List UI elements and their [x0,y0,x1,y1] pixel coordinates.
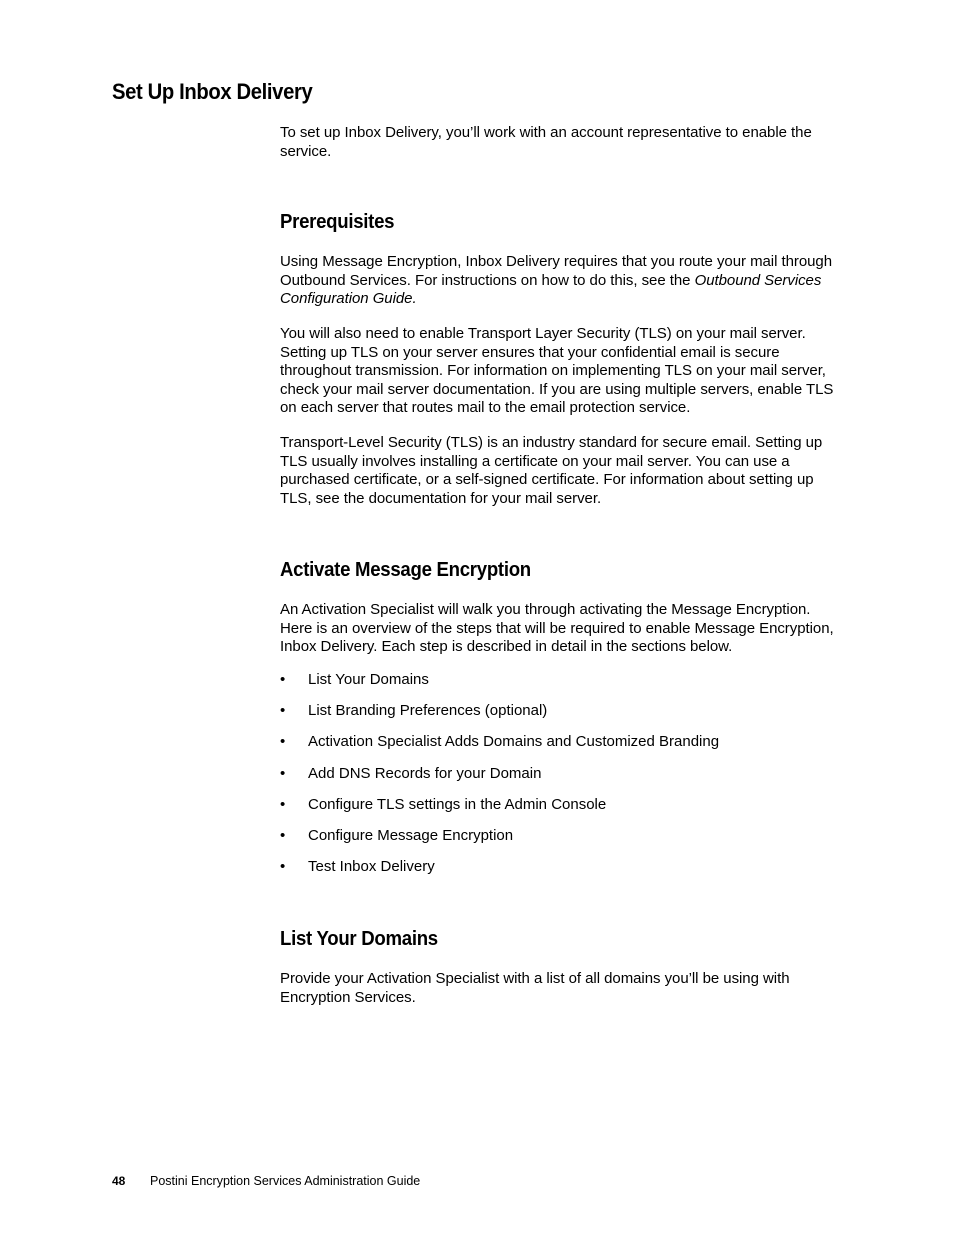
list-item-text: Configure TLS settings in the Admin Console [308,795,607,813]
page-number: 48 [112,1174,126,1188]
list-item [280,733,840,764]
list-item [280,827,840,858]
bullet-icon: • [280,858,286,876]
list-item [280,796,840,827]
intro-paragraph: To set up Inbox Delivery, you’ll work with an account representative to enable the service. [280,124,812,160]
bullet-icon: • [280,764,286,782]
prerequisites-paragraph-2: You will also need to enable Transport Layer Security (TLS) on your mail server. Setting up TLS on your server ensures that your confidential email is secure throughout transmission. For information on implementing TLS on your mail server, check your mail server documentation. If you are using multiple servers, enable TLS on each server that routes mail to the email protection service. [280,325,834,417]
prerequisites-paragraph-1-text: Using Message Encryption, Inbox Delivery requires that you route your mail through Outbound Services. For instructions on how to do this, see the [280,253,833,289]
list-item-text: List Branding Preferences (optional) [308,702,548,720]
list-domains-paragraph: Provide your Activation Specialist with a list of all domains you’ll be using with Encryption Services. [280,970,790,1006]
bullet-icon: • [280,826,286,844]
list-domains-heading: List Your Domains [280,928,438,950]
list-item-text: Configure Message Encryption [308,826,514,844]
list-item [280,858,840,889]
page-title: Set Up Inbox Delivery [112,79,313,104]
prerequisites-paragraph-3: Transport-Level Security (TLS) is an industry standard for secure email. Setting up TLS usually involves installing a certificate on your mail server. You can use a purchased certificate, or a self-signed certificate. For information about setting up TLS, see the documentation for your mail server. [280,434,823,507]
footer-doc-title: Postini Encryption Services Administration Guide [150,1174,421,1188]
list-item-text: List Your Domains [308,671,429,688]
bullet-icon: • [280,671,286,688]
list-item-text: Add DNS Records for your Domain [308,764,542,782]
prerequisites-heading: Prerequisites [280,211,395,233]
list-item-text: Activation Specialist Adds Domains and Customized Branding [308,733,720,751]
list-item [280,671,840,702]
bullet-icon: • [280,733,286,751]
bullet-icon: • [280,702,286,720]
list-item [280,702,840,733]
list-item-text: Test Inbox Delivery [308,858,435,876]
activate-paragraph: An Activation Specialist will walk you through activating the Message Encryption. Here is an overview of the steps that will be required to enable Message Encryption, Inbox Delivery. Each step is described in detail in the sections below. [280,601,834,656]
prerequisites-paragraph-1 [280,253,845,309]
bullet-icon: • [280,795,286,813]
activate-heading: Activate Message Encryption [280,559,531,581]
activation-steps-list [280,671,840,889]
outbound-guide-reference: Outbound Services Configuration Guide. [280,271,822,308]
list-item [280,765,840,796]
